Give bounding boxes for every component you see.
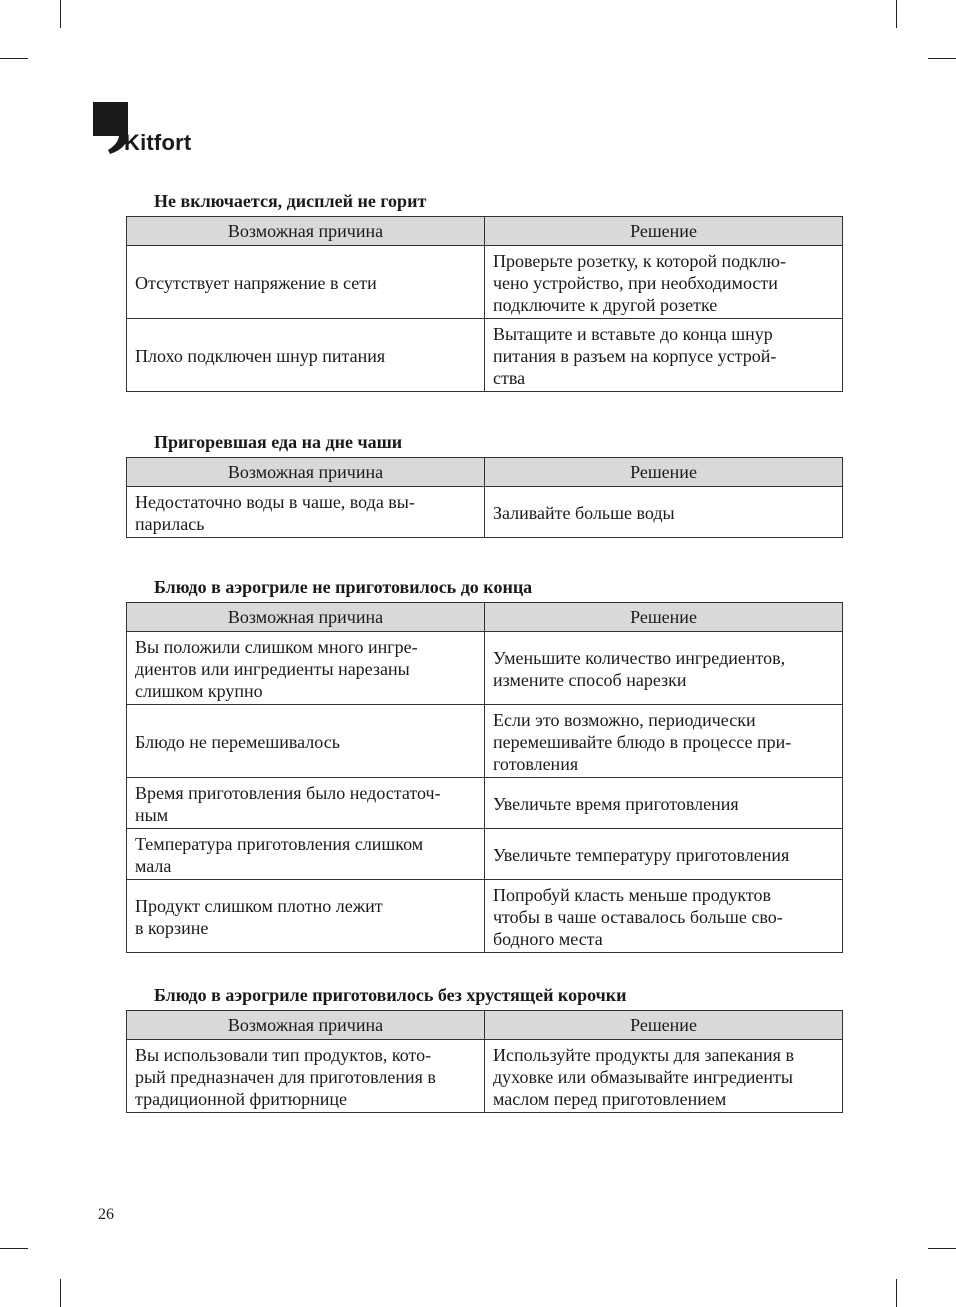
cause-text: слишком крупно — [135, 680, 263, 701]
cause-text: ным — [135, 804, 169, 825]
brand-name: Kitfort — [124, 130, 192, 155]
crop-mark — [60, 0, 61, 28]
table-row — [127, 778, 843, 829]
section-undercooked — [126, 576, 842, 953]
crop-mark — [928, 1248, 956, 1249]
column-header-solution: Решение — [485, 603, 843, 632]
table-header-row — [127, 603, 843, 632]
cause-text: Недостаточно воды в чаше, вода вы- — [135, 491, 415, 512]
solution-text: Попробуй класть меньше продуктов — [493, 884, 771, 905]
solution-cell — [485, 487, 843, 538]
solution-text: Увеличьте температуру приготовления — [493, 844, 790, 865]
cause-cell — [127, 246, 485, 319]
section-no-power — [126, 190, 842, 392]
column-header-cause: Возможная причина — [127, 458, 485, 487]
table-row — [127, 246, 843, 319]
solution-text: Вытащите и вставьте до конца шнур — [493, 323, 773, 344]
troubleshooting-table — [126, 1010, 843, 1113]
cause-text: Продукт слишком плотно лежит — [135, 895, 383, 916]
table-row — [127, 487, 843, 538]
solution-cell — [485, 632, 843, 705]
troubleshooting-table — [126, 457, 843, 538]
solution-cell — [485, 1040, 843, 1113]
cause-cell — [127, 1040, 485, 1113]
section-title: Блюдо в аэрогриле приготовилось без хрустящей корочки — [154, 985, 627, 1005]
troubleshooting-table — [126, 602, 843, 953]
crop-mark — [0, 58, 28, 59]
solution-text: подключите к другой розетке — [493, 294, 718, 315]
troubleshooting-table — [126, 216, 843, 392]
section-title: Не включается, дисплей не горит — [154, 191, 427, 211]
solution-text: Уменьшите количество ингредиентов, — [493, 647, 786, 668]
cause-cell — [127, 829, 485, 880]
solution-cell — [485, 829, 843, 880]
table-row — [127, 1040, 843, 1113]
solution-text: чтобы в чаше оставалось больше сво- — [493, 906, 783, 927]
cause-text: Плохо подключен шнур питания — [135, 345, 386, 366]
solution-cell — [485, 246, 843, 319]
section-title: Пригоревшая еда на дне чаши — [154, 432, 403, 452]
solution-text: ства — [493, 367, 526, 388]
cause-text: Отсутствует напряжение в сети — [135, 272, 377, 293]
cause-cell — [127, 778, 485, 829]
page-number: 26 — [98, 1206, 114, 1223]
section-title: Блюдо в аэрогриле не приготовилось до конца — [154, 577, 533, 597]
column-header-cause: Возможная причина — [127, 603, 485, 632]
table-header-row — [127, 458, 843, 487]
crop-mark — [896, 1279, 897, 1307]
cause-cell — [127, 319, 485, 392]
solution-cell — [485, 319, 843, 392]
table-row — [127, 705, 843, 778]
solution-text: чено устройство, при необходимости — [493, 272, 778, 293]
solution-text: готовления — [493, 753, 579, 774]
solution-text: Заливайте больше воды — [493, 502, 675, 523]
cause-text: Температура приготовления слишком — [135, 833, 424, 854]
cause-text: в корзине — [135, 917, 209, 938]
cause-text: традиционной фритюрнице — [135, 1088, 348, 1109]
solution-text: питания в разъем на корпусе устрой- — [493, 345, 777, 366]
column-header-solution: Решение — [485, 458, 843, 487]
crop-mark — [60, 1279, 61, 1307]
table-header-row — [127, 217, 843, 246]
section-burnt-food — [126, 431, 842, 538]
solution-text: духовке или обмазывайте ингредиенты — [493, 1066, 793, 1087]
column-header-cause: Возможная причина — [127, 217, 485, 246]
cause-text: Вы положили слишком много ингре- — [135, 636, 418, 657]
cause-text: Блюдо не перемешивалось — [135, 731, 340, 752]
cause-text: парилась — [135, 513, 205, 534]
crop-mark — [0, 1248, 28, 1249]
cause-cell — [127, 880, 485, 953]
section-no-crust — [126, 984, 842, 1113]
solution-cell — [485, 880, 843, 953]
column-header-solution: Решение — [485, 217, 843, 246]
cause-cell — [127, 705, 485, 778]
table-row — [127, 880, 843, 953]
solution-cell — [485, 705, 843, 778]
crop-mark — [928, 58, 956, 59]
cause-cell — [127, 632, 485, 705]
solution-text: бодного места — [493, 928, 603, 949]
solution-cell — [485, 778, 843, 829]
solution-text: Увеличьте время приготовления — [493, 793, 739, 814]
table-row — [127, 632, 843, 705]
solution-text: Если это возможно, периодически — [493, 709, 756, 730]
solution-text: маслом перед приготовлением — [493, 1088, 727, 1109]
table-row — [127, 829, 843, 880]
solution-text: измените способ нарезки — [493, 669, 687, 690]
cause-text: диентов или ингредиенты нарезаны — [135, 658, 410, 679]
cause-cell — [127, 487, 485, 538]
cause-text: мала — [135, 855, 172, 876]
crop-mark — [896, 0, 897, 28]
cause-text: рый предназначен для приготовления в — [135, 1066, 436, 1087]
table-row — [127, 319, 843, 392]
cause-text: Время приготовления было недостаточ- — [135, 782, 441, 803]
column-header-solution: Решение — [485, 1011, 843, 1040]
cause-text: Вы использовали тип продуктов, кото- — [135, 1044, 432, 1065]
column-header-cause: Возможная причина — [127, 1011, 485, 1040]
solution-text: Проверьте розетку, к которой подклю- — [493, 250, 786, 271]
solution-text: Используйте продукты для запекания в — [493, 1044, 794, 1065]
solution-text: перемешивайте блюдо в процессе при- — [493, 731, 792, 752]
table-header-row — [127, 1011, 843, 1040]
